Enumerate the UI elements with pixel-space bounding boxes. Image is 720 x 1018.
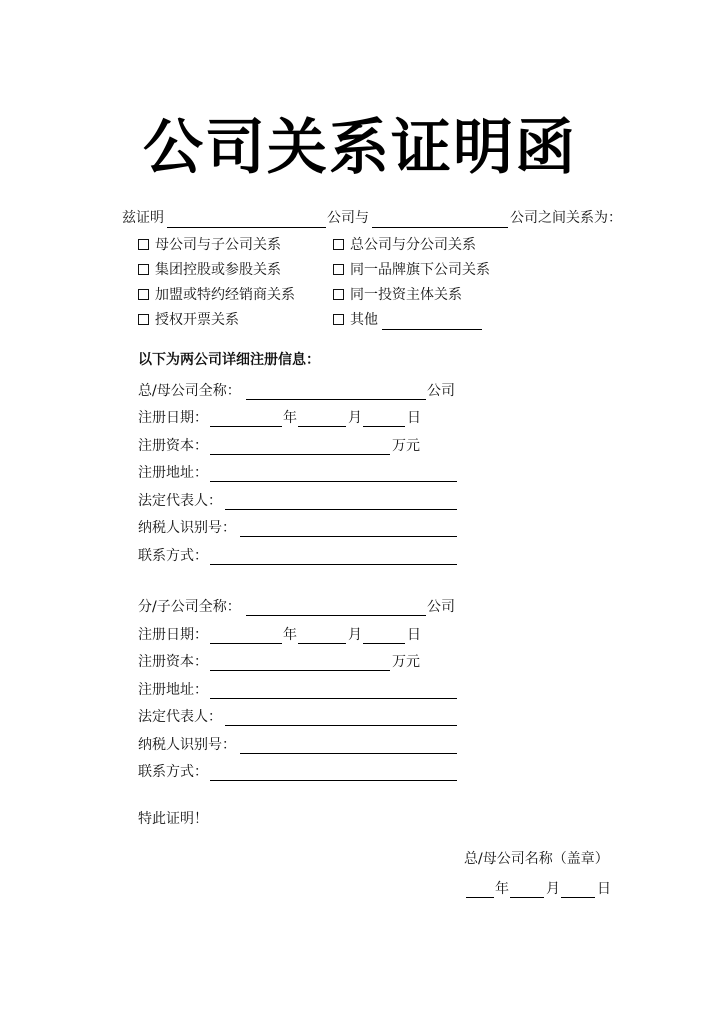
company1-capital-blank[interactable] xyxy=(210,454,390,455)
checkbox-icon[interactable] xyxy=(138,239,149,250)
company1-legal-label: 法定代表人： xyxy=(138,493,222,509)
checkbox-icon[interactable] xyxy=(333,314,344,325)
year-unit: 年 xyxy=(283,627,297,643)
company1-month-blank[interactable] xyxy=(298,426,346,427)
company2-legal-blank[interactable] xyxy=(225,725,457,726)
closing-text: 特此证明！ xyxy=(138,811,208,827)
checkbox-icon[interactable] xyxy=(138,314,149,325)
other-blank[interactable] xyxy=(382,329,482,330)
month-unit: 月 xyxy=(348,410,362,426)
company2-year-blank[interactable] xyxy=(210,643,282,644)
checkbox-icon[interactable] xyxy=(138,264,149,275)
company2-tax-label: 纳税人识别号： xyxy=(138,737,236,753)
company-a-blank[interactable] xyxy=(167,227,326,228)
company1-name-blank[interactable] xyxy=(246,399,426,400)
company2-tax-blank[interactable] xyxy=(240,753,457,754)
checkbox-icon[interactable] xyxy=(333,239,344,250)
company2-contact-label: 联系方式： xyxy=(138,764,208,780)
company2-month-blank[interactable] xyxy=(298,643,346,644)
checkbox-icon[interactable] xyxy=(138,289,149,300)
company1-name-label: 总/母公司全称： xyxy=(138,383,241,399)
section-heading: 以下为两公司详细注册信息： xyxy=(138,352,320,368)
company2-capital-blank[interactable] xyxy=(210,670,390,671)
company1-legal-blank[interactable] xyxy=(225,509,457,510)
checkbox-icon[interactable] xyxy=(333,264,344,275)
company1-capital-suffix: 万元 xyxy=(392,438,420,454)
company1-day-blank[interactable] xyxy=(363,426,405,427)
year-unit: 年 xyxy=(495,881,509,897)
company1-name-suffix: 公司 xyxy=(427,383,455,399)
company2-legal-label: 法定代表人： xyxy=(138,709,222,725)
company1-address-blank[interactable] xyxy=(210,481,457,482)
signature-label: 总/母公司名称（盖章） xyxy=(464,851,609,867)
intro-middle: 公司与 xyxy=(327,210,369,226)
document-title: 公司关系证明函 xyxy=(143,113,577,183)
company2-name-blank[interactable] xyxy=(246,615,426,616)
sign-year-blank[interactable] xyxy=(466,897,494,898)
company1-tax-label: 纳税人识别号： xyxy=(138,520,236,536)
company2-capital-label: 注册资本： xyxy=(138,654,208,670)
intro-suffix: 公司之间关系为： xyxy=(510,210,622,226)
day-unit: 日 xyxy=(407,410,421,426)
company2-name-label: 分/子公司全称： xyxy=(138,599,241,615)
year-unit: 年 xyxy=(283,410,297,426)
sign-day-blank[interactable] xyxy=(561,897,595,898)
option-same-brand[interactable]: 同一品牌旗下公司关系 xyxy=(333,260,490,280)
option-same-investor[interactable]: 同一投资主体关系 xyxy=(333,285,462,305)
checkbox-icon[interactable] xyxy=(333,289,344,300)
company1-year-blank[interactable] xyxy=(210,426,282,427)
option-other[interactable]: 其他 xyxy=(333,310,378,330)
company2-address-label: 注册地址： xyxy=(138,682,208,698)
sign-month-blank[interactable] xyxy=(510,897,544,898)
option-parent-subsidiary[interactable]: 母公司与子公司关系 xyxy=(138,235,281,255)
company1-address-label: 注册地址： xyxy=(138,465,208,481)
month-unit: 月 xyxy=(348,627,362,643)
company2-address-blank[interactable] xyxy=(210,698,457,699)
company2-day-blank[interactable] xyxy=(363,643,405,644)
intro-prefix: 兹证明 xyxy=(122,210,164,226)
day-unit: 日 xyxy=(407,627,421,643)
company1-contact-blank[interactable] xyxy=(210,564,457,565)
company1-capital-label: 注册资本： xyxy=(138,438,208,454)
month-unit: 月 xyxy=(546,881,560,897)
company1-contact-label: 联系方式： xyxy=(138,548,208,564)
company1-date-label: 注册日期： xyxy=(138,410,208,426)
company1-tax-blank[interactable] xyxy=(240,536,457,537)
company2-contact-blank[interactable] xyxy=(210,780,457,781)
day-unit: 日 xyxy=(597,881,611,897)
company2-capital-suffix: 万元 xyxy=(392,654,420,670)
option-invoice-auth[interactable]: 授权开票关系 xyxy=(138,310,239,330)
option-head-branch[interactable]: 总公司与分公司关系 xyxy=(333,235,476,255)
company2-name-suffix: 公司 xyxy=(427,599,455,615)
company2-date-label: 注册日期： xyxy=(138,627,208,643)
option-group-holding[interactable]: 集团控股或参股关系 xyxy=(138,260,281,280)
company-b-blank[interactable] xyxy=(372,227,508,228)
option-franchise[interactable]: 加盟或特约经销商关系 xyxy=(138,285,295,305)
